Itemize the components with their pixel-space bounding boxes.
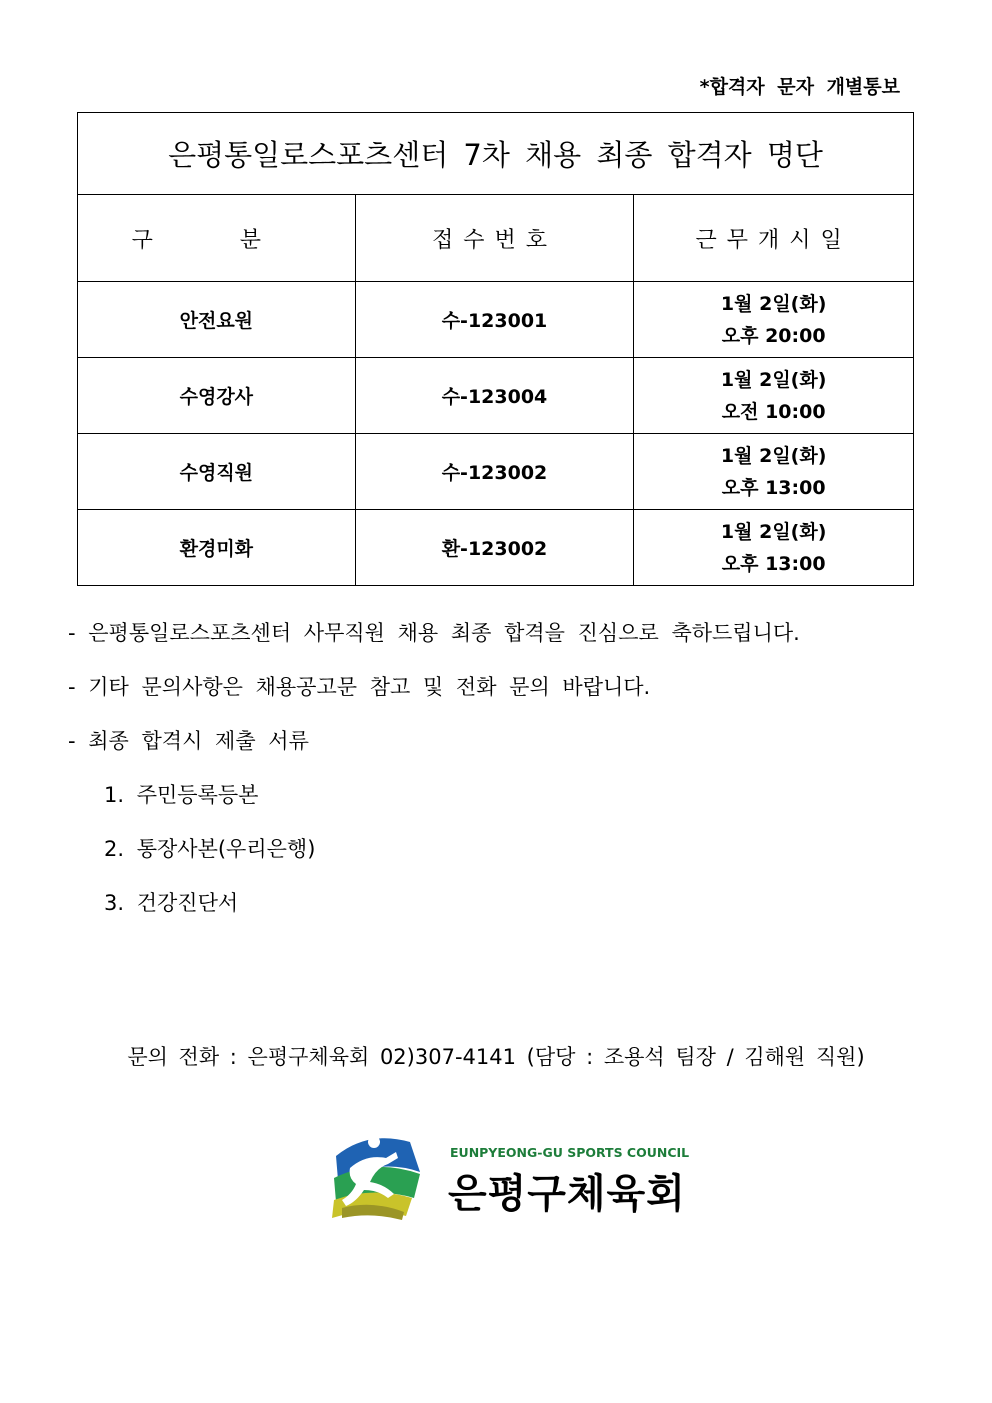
note-congratulations: - 은평통일로스포츠센터 사무직원 채용 최종 합격을 진심으로 축하드립니다.	[68, 621, 800, 645]
header-start-date: 근무개시일	[634, 195, 914, 282]
document-item: 1. 주민등록등본	[104, 783, 259, 807]
cell-date: 1월 2일(화)	[720, 520, 827, 543]
table-row	[78, 358, 914, 434]
notes-section	[68, 618, 800, 942]
cell-start-date	[634, 282, 914, 358]
table-row	[78, 510, 914, 586]
cell-receipt-no: 환-123002	[355, 510, 634, 586]
cell-start-date	[634, 510, 914, 586]
cell-category: 환경미화	[78, 510, 356, 586]
cell-time: 오후 20:00	[721, 324, 826, 347]
cell-date: 1월 2일(화)	[720, 368, 827, 391]
contact-line: 문의 전화 : 은평구체육회 02)307-4141 (담당 : 조용석 팀장 / 김해원 직원)	[127, 1045, 865, 1069]
cell-date: 1월 2일(화)	[720, 292, 827, 315]
cell-date: 1월 2일(화)	[720, 444, 827, 467]
cell-receipt-no: 수-123004	[355, 358, 634, 434]
results-table	[77, 112, 914, 586]
cell-receipt-no: 수-123001	[355, 282, 634, 358]
table-header-row	[78, 195, 914, 282]
cell-time: 오후 13:00	[721, 552, 826, 575]
logo-korean-text: 은평구체육회	[448, 1171, 686, 1217]
cell-start-date	[634, 358, 914, 434]
note-inquiry: - 기타 문의사항은 채용공고문 참고 및 전화 문의 바랍니다.	[68, 675, 651, 699]
header-receipt-no: 접수번호	[355, 195, 634, 282]
table-title-row	[78, 113, 914, 195]
cell-receipt-no: 수-123002	[355, 434, 634, 510]
cell-category: 수영강사	[78, 358, 356, 434]
cell-time: 오후 13:00	[721, 476, 826, 499]
header-category: 구 분	[78, 195, 356, 282]
table-row	[78, 434, 914, 510]
notice-text: *합격자 문자 개별통보	[699, 76, 900, 98]
table-row	[78, 282, 914, 358]
document-item: 2. 통장사본(우리은행)	[104, 837, 316, 861]
note-documents-heading: - 최종 합격시 제출 서류	[68, 729, 309, 753]
logo-english-text: EUNPYEONG-GU SPORTS COUNCIL	[450, 1145, 690, 1160]
cell-time: 오전 10:00	[721, 400, 826, 423]
cell-category: 수영직원	[78, 434, 356, 510]
runner-emblem-icon	[328, 1128, 428, 1223]
table-title: 은평통일로스포츠센터 7차 채용 최종 합격자 명단	[78, 113, 914, 195]
council-logo	[328, 1128, 688, 1228]
emblem-runner-head	[368, 1136, 380, 1148]
document-item: 3. 건강진단서	[104, 891, 239, 915]
cell-category: 안전요원	[78, 282, 356, 358]
cell-start-date	[634, 434, 914, 510]
